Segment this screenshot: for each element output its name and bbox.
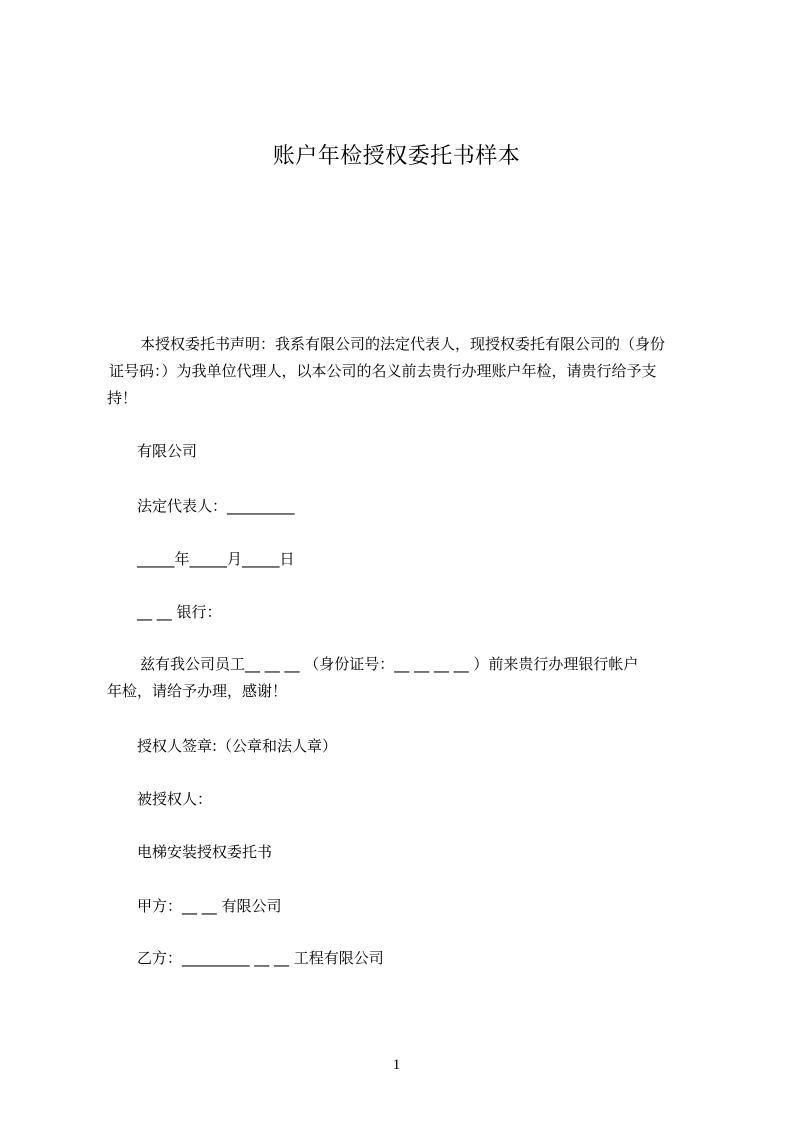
company-name: 有限公司	[137, 442, 198, 460]
employee-paragraph	[107, 651, 713, 705]
section-subtitle: 电梯安装授权委托书	[137, 843, 273, 861]
authorizer-signature: 授权人签章:（公章和法人章）	[137, 737, 338, 755]
statement-line-3: 持！	[107, 389, 138, 407]
page-number: 1	[392, 1057, 401, 1073]
legal-representative: 法定代表人：_________	[137, 497, 295, 515]
employee-line-2: 年检，请给予办理，感谢！	[107, 682, 288, 700]
party-a: 甲方：__ __ 有限公司	[137, 897, 282, 915]
date-line: _____年_____月_____日	[137, 550, 295, 568]
document-title: 账户年检授权委托书样本	[272, 144, 521, 169]
bank-line: __ __ 银行：	[137, 603, 222, 621]
party-b: 乙方：_________ __ __ 工程有限公司	[137, 949, 384, 967]
statement-paragraph	[107, 331, 713, 412]
statement-line-2: 证号码：）为我单位代理人，以本公司的名义前去贵行办理账户年检，请贵行给予支	[109, 362, 657, 380]
statement-line-1: 本授权委托书声明：我系有限公司的法定代表人，现授权委托有限公司的（身份	[140, 335, 666, 353]
employee-line-1: 兹有我公司员工__ __ __ （身份证号：__ __ __ __ ）前来贵行办理银行帐户	[140, 655, 639, 673]
authorized-person: 被授权人：	[137, 790, 213, 808]
